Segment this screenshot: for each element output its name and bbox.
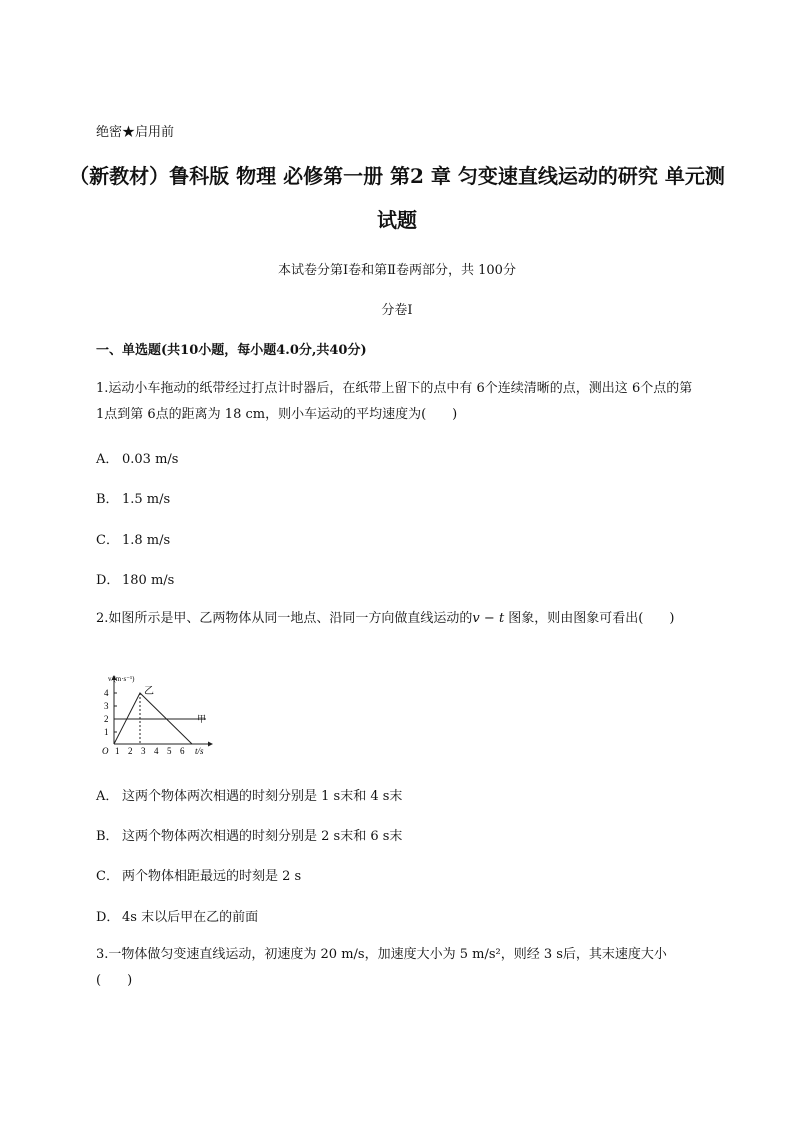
part-label: 分卷I bbox=[381, 303, 413, 318]
stem-minus: − bbox=[479, 611, 499, 626]
option-letter: A． bbox=[96, 452, 119, 467]
vt-graph-figure bbox=[96, 670, 216, 758]
y-tick-label: 2 bbox=[104, 714, 109, 724]
question-1-option-a[interactable] bbox=[96, 448, 178, 467]
question-3-stem: 3.一物体做匀变速直线运动，初速度为 20 m/s，加速度大小为 5 m/s²，则经 3 s后，其末速度大小( ) bbox=[96, 947, 667, 988]
exam-intro: 本试卷分第Ⅰ卷和第Ⅱ卷两部分，共 100分 bbox=[278, 263, 516, 278]
option-letter: C． bbox=[96, 869, 119, 884]
origin-label: O bbox=[102, 746, 109, 756]
stem-t: t bbox=[498, 611, 505, 626]
series-jia-label: 甲 bbox=[197, 715, 207, 725]
y-tick-label: 3 bbox=[104, 701, 109, 711]
option-letter: B． bbox=[96, 492, 119, 507]
x-tick-label: 6 bbox=[180, 746, 185, 756]
option-letter: B． bbox=[96, 829, 119, 844]
stem-text-a: 2.如图所示是甲、乙两物体从同一地点、沿同一方向做直线运动的 bbox=[96, 611, 473, 626]
exam-title: （新教材）鲁科版 物理 必修第一册 第2 章 匀变速直线运动的研究 单元测试题 bbox=[69, 164, 725, 232]
question-2-option-c[interactable] bbox=[96, 865, 301, 884]
question-2-option-b[interactable] bbox=[96, 825, 402, 844]
stem-v: v bbox=[472, 611, 480, 626]
question-1-option-d[interactable] bbox=[96, 569, 174, 588]
question-1-option-c[interactable] bbox=[96, 529, 170, 548]
confidential-label: 绝密★启用前 bbox=[96, 125, 175, 140]
option-text: 4s 末以后甲在乙的前面 bbox=[122, 910, 259, 925]
x-tick-label: 2 bbox=[128, 746, 133, 756]
option-text: 1.8 m/s bbox=[122, 533, 171, 548]
series-yi-label: 乙 bbox=[144, 686, 154, 697]
option-text: 两个物体相距最远的时刻是 2 s bbox=[122, 869, 302, 884]
option-text: 180 m/s bbox=[122, 573, 175, 588]
y-tick-label: 1 bbox=[104, 727, 109, 737]
y-axis-label: v/(m·s⁻¹) bbox=[108, 675, 135, 683]
option-letter: D． bbox=[96, 573, 120, 588]
x-tick-label: 4 bbox=[154, 746, 159, 756]
option-letter: A． bbox=[96, 789, 119, 804]
option-text: 0.03 m/s bbox=[122, 452, 179, 467]
question-2-option-a[interactable] bbox=[96, 785, 402, 804]
x-tick-label: 5 bbox=[167, 746, 172, 756]
question-1-option-b[interactable] bbox=[96, 488, 170, 507]
option-text: 1.5 m/s bbox=[122, 492, 171, 507]
x-axis-arrow bbox=[208, 742, 213, 747]
option-text: 这两个物体两次相遇的时刻分别是 1 s末和 4 s末 bbox=[122, 789, 403, 804]
x-tick-label: 3 bbox=[141, 746, 146, 756]
vt-graph bbox=[96, 670, 216, 758]
y-tick-label: 4 bbox=[104, 688, 109, 698]
question-1-stem: 1.运动小车拖动的纸带经过打点计时器后，在纸带上留下的点中有 6个连续清晰的点，测出这 6个点的第 1点到第 6点的距离为 18 cm，则小车运动的平均速度为( ) bbox=[96, 381, 693, 422]
x-tick-label: 1 bbox=[115, 746, 120, 756]
question-2-option-d[interactable] bbox=[96, 906, 258, 925]
x-axis-label: t/s bbox=[195, 746, 204, 756]
option-letter: C． bbox=[96, 533, 119, 548]
stem-text-b: 图象，则由图象可看出( ) bbox=[504, 611, 675, 626]
question-2-stem bbox=[96, 606, 702, 632]
section-heading: 一、单选题(共10小题，每小题4.0分,共40分) bbox=[96, 343, 367, 358]
option-letter: D． bbox=[96, 910, 120, 925]
option-text: 这两个物体两次相遇的时刻分别是 2 s末和 6 s末 bbox=[122, 829, 403, 844]
